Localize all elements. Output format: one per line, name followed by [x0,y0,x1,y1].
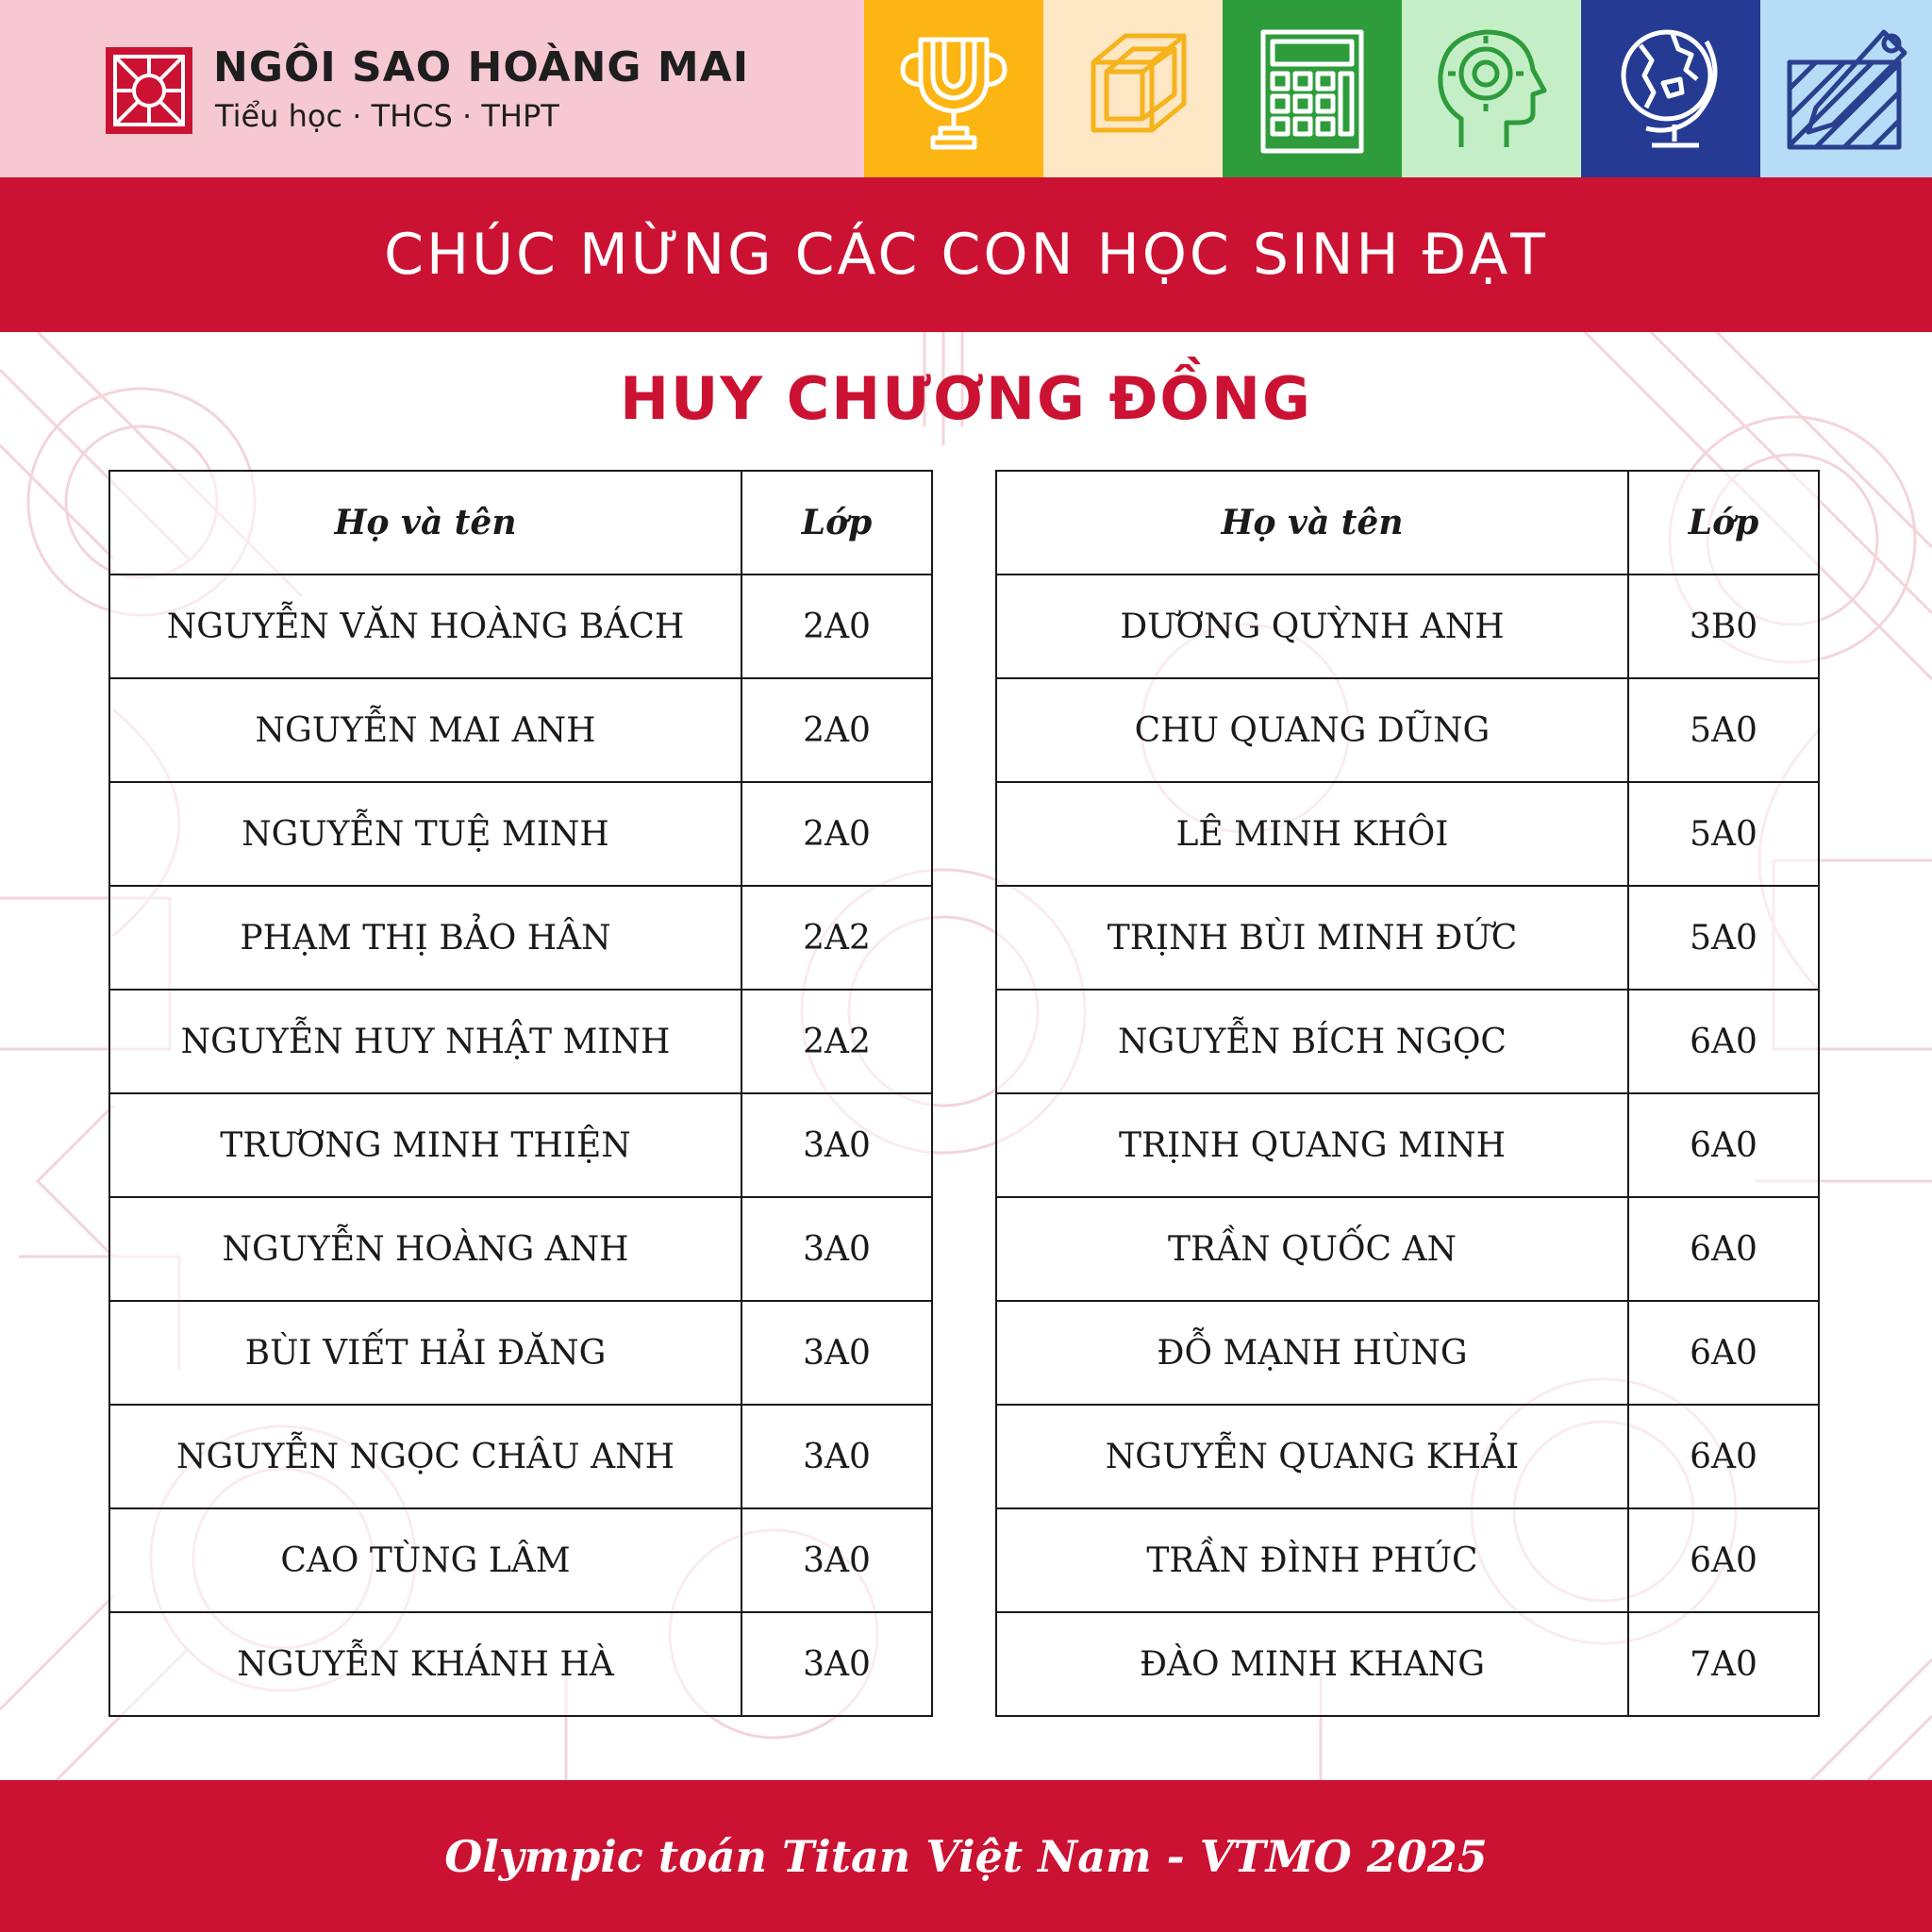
student-class: 3A0 [741,1508,932,1612]
table-header-row [996,471,1819,575]
student-class: 6A0 [1628,990,1819,1093]
trophy-icon [878,13,1029,164]
student-name: TRỊNH QUANG MINH [996,1093,1628,1197]
medal-title: HUY CHƯƠNG ĐỒNG [620,364,1312,433]
table-row [996,990,1819,1093]
student-class: 2A0 [741,575,932,678]
header-class: Lớp [741,471,932,575]
tile-cube [1043,0,1223,177]
table-row [996,678,1819,782]
table-row [109,886,932,990]
student-name: ĐỖ MẠNH HÙNG [996,1301,1628,1405]
student-name: TRỊNH BÙI MINH ĐỨC [996,886,1628,990]
student-name: BÙI VIẾT HẢI ĐĂNG [109,1301,741,1405]
cube-icon [1058,13,1208,164]
table-row [109,782,932,886]
student-class: 3A0 [741,1093,932,1197]
header-name: Họ và tên [109,471,741,575]
tile-trophy [864,0,1043,177]
table-row [996,886,1819,990]
student-name: NGUYỄN MAI ANH [109,678,741,782]
student-class: 3A0 [741,1405,932,1508]
school-name: NGÔI SAO HOÀNG MAI [213,43,750,92]
student-name: NGUYỄN VĂN HOÀNG BÁCH [109,575,741,678]
student-name: NGUYỄN BÍCH NGỌC [996,990,1628,1093]
table-row [996,1612,1819,1716]
student-class: 6A0 [1628,1301,1819,1405]
header [0,0,1932,177]
student-class: 3A0 [741,1612,932,1716]
student-class: 3A0 [741,1301,932,1405]
table-row [109,1508,932,1612]
student-name: NGUYỄN KHÁNH HÀ [109,1612,741,1716]
competition-name: Olympic toán Titan Việt Nam - VTMO 2025 [444,1830,1488,1882]
student-name: NGUYỄN TUỆ MINH [109,782,741,886]
table-row [996,1405,1819,1508]
calculator-icon [1237,13,1388,164]
student-name: NGUYỄN HOÀNG ANH [109,1197,741,1301]
table-header-row [109,471,932,575]
table-row [996,1301,1819,1405]
school-logo-icon [104,45,194,136]
table-row [109,678,932,782]
student-class: 6A0 [1628,1405,1819,1508]
head-gear-icon [1416,13,1567,164]
table-row [109,990,932,1093]
student-class: 6A0 [1628,1508,1819,1612]
table-row [996,782,1819,886]
globe-icon [1595,13,1746,164]
tile-globe [1581,0,1760,177]
student-class: 2A2 [741,886,932,990]
table-row [996,1197,1819,1301]
table-row [109,575,932,678]
tile-calculator [1223,0,1402,177]
tile-pencil [1760,0,1932,177]
medal-table-right [995,470,1820,1717]
table-row [996,575,1819,678]
table-row [109,1612,932,1716]
student-class: 5A0 [1628,678,1819,782]
student-class: 3A0 [741,1197,932,1301]
student-class: 6A0 [1628,1197,1819,1301]
student-name: NGUYỄN QUANG KHẢI [996,1405,1628,1508]
student-class: 5A0 [1628,782,1819,886]
table-row [109,1405,932,1508]
student-name: ĐÀO MINH KHANG [996,1612,1628,1716]
table-row [109,1301,932,1405]
student-name: TRƯƠNG MINH THIỆN [109,1093,741,1197]
table-row [109,1093,932,1197]
student-class: 2A0 [741,782,932,886]
tile-head [1402,0,1581,177]
student-class: 3B0 [1628,575,1819,678]
congratulation-banner [0,177,1932,332]
student-name: DƯƠNG QUỲNH ANH [996,575,1628,678]
footer-banner [0,1780,1932,1932]
student-class: 7A0 [1628,1612,1819,1716]
table-row [109,1197,932,1301]
student-class: 5A0 [1628,886,1819,990]
student-name: NGUYỄN HUY NHẬT MINH [109,990,741,1093]
student-class: 2A2 [741,990,932,1093]
medal-table-left [108,470,933,1717]
student-class: 6A0 [1628,1093,1819,1197]
student-name: CAO TÙNG LÂM [109,1508,741,1612]
student-name: PHẠM THỊ BẢO HÂN [109,886,741,990]
student-name: NGUYỄN NGỌC CHÂU ANH [109,1405,741,1508]
school-levels: Tiểu học · THCS · THPT [215,98,559,134]
pencil-ruler-icon [1771,13,1922,164]
student-name: TRẦN ĐÌNH PHÚC [996,1508,1628,1612]
table-row [996,1508,1819,1612]
banner-text: CHÚC MỪNG CÁC CON HỌC SINH ĐẠT [384,222,1548,288]
header-class: Lớp [1628,471,1819,575]
student-class: 2A0 [741,678,932,782]
student-name: CHU QUANG DŨNG [996,678,1628,782]
student-name: TRẦN QUỐC AN [996,1197,1628,1301]
header-name: Họ và tên [996,471,1628,575]
table-row [996,1093,1819,1197]
student-name: LÊ MINH KHÔI [996,782,1628,886]
